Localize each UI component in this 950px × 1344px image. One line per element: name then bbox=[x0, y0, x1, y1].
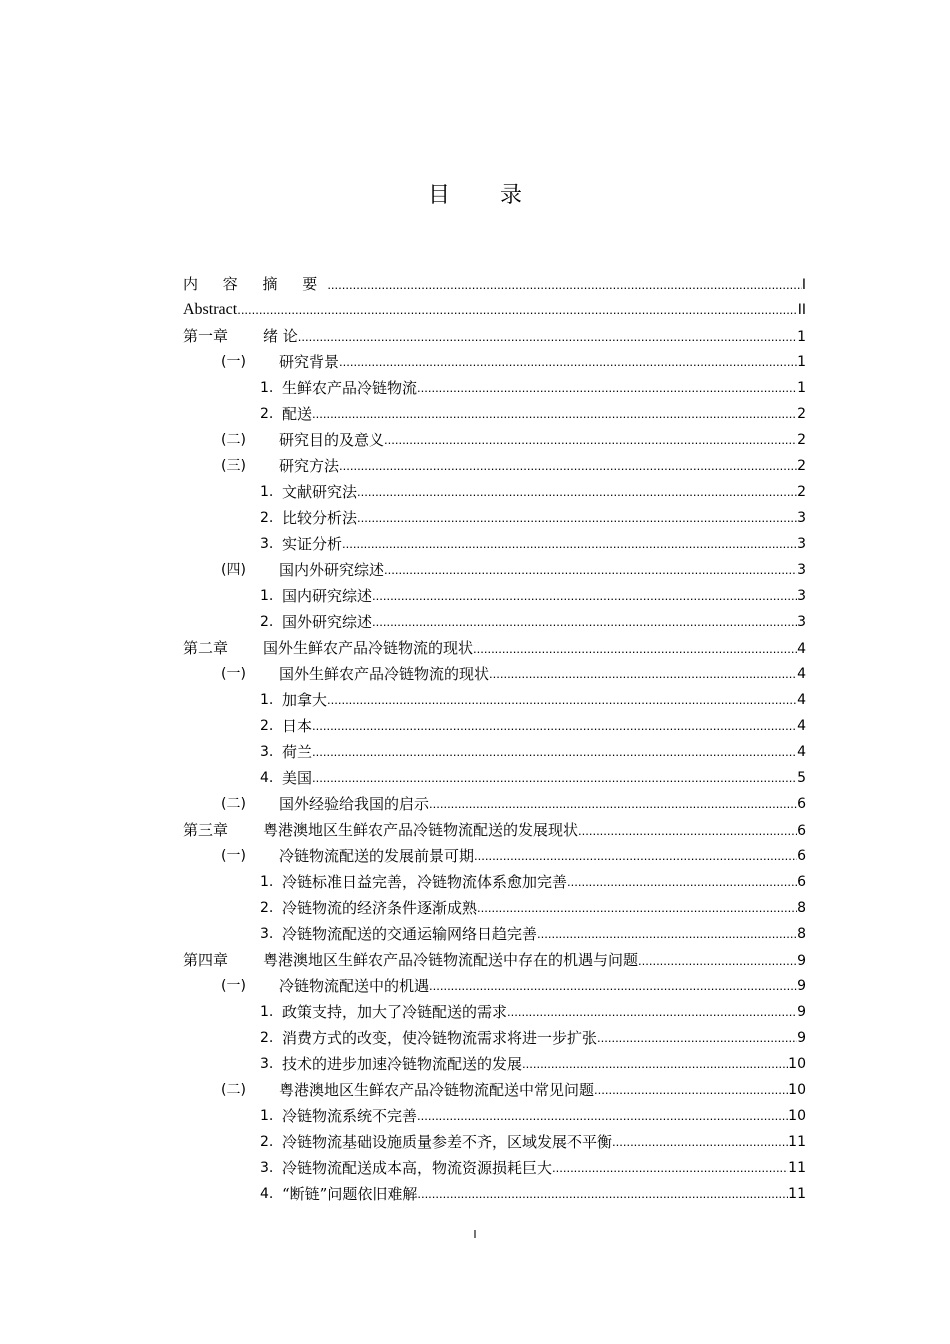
toc-entry-heading bbox=[183, 973, 429, 999]
toc-entry[interactable] bbox=[183, 479, 806, 505]
toc-entry[interactable] bbox=[183, 687, 806, 713]
toc-entry[interactable] bbox=[183, 1181, 806, 1207]
toc-entry-prefix: 1. bbox=[260, 588, 274, 604]
toc-entry-prefix: 3. bbox=[260, 536, 274, 552]
toc-entry-page-number: 11 bbox=[788, 1160, 806, 1176]
toc-entry-page-number: II bbox=[797, 302, 806, 318]
dot-leader bbox=[578, 818, 797, 844]
toc-entry-text: 加拿大 bbox=[282, 691, 328, 709]
dot-leader bbox=[298, 324, 797, 350]
toc-entry-page-number: 5 bbox=[797, 770, 806, 786]
toc-entry-page-number: 1 bbox=[797, 329, 806, 345]
dot-leader bbox=[597, 1025, 797, 1051]
toc-entry-page-number: I bbox=[801, 277, 806, 293]
dot-leader bbox=[417, 1181, 788, 1207]
toc-entry-page-number: 2 bbox=[797, 432, 806, 448]
toc-entry-prefix: 2. bbox=[260, 406, 274, 422]
toc-entry[interactable] bbox=[183, 583, 806, 609]
toc-entry-text: 国外经验给我国的启示 bbox=[279, 795, 430, 813]
toc-entry-text: 文献研究法 bbox=[282, 483, 358, 501]
toc-entry-page-number: 8 bbox=[797, 900, 806, 916]
toc-entry-heading bbox=[183, 635, 473, 661]
toc-entry-heading bbox=[183, 1025, 597, 1051]
dot-leader bbox=[417, 375, 797, 401]
toc-entry-page-number: 6 bbox=[797, 823, 806, 839]
toc-entry[interactable] bbox=[183, 297, 806, 323]
dot-leader bbox=[357, 505, 797, 531]
toc-entry-prefix: 1. bbox=[260, 1108, 274, 1124]
toc-entry-prefix: 3. bbox=[260, 926, 274, 942]
dot-leader bbox=[417, 1103, 788, 1129]
toc-entry-page-number: 1 bbox=[797, 380, 806, 396]
toc-entry[interactable] bbox=[183, 895, 806, 921]
toc-entry-heading bbox=[183, 505, 357, 531]
toc-entry-text: 生鲜农产品冷链物流 bbox=[282, 379, 418, 397]
toc-entry[interactable] bbox=[183, 609, 806, 635]
dot-leader bbox=[489, 661, 797, 687]
toc-entry-page-number: 10 bbox=[788, 1056, 806, 1072]
toc-entry-prefix: 3. bbox=[260, 744, 274, 760]
toc-entry-prefix: 第二章 bbox=[183, 639, 229, 657]
toc-entry-heading bbox=[183, 999, 507, 1025]
toc-title-right: 录 bbox=[500, 183, 523, 208]
toc-entry-text: 粤港澳地区生鲜农产品冷链物流配送中存在的机遇与问题 bbox=[263, 951, 639, 969]
dot-leader bbox=[429, 791, 797, 817]
toc-entry[interactable] bbox=[183, 427, 806, 453]
dot-leader bbox=[327, 687, 797, 713]
toc-entry-page-number: 9 bbox=[797, 1030, 806, 1046]
toc-entry-text: 粤港澳地区生鲜农产品冷链物流配送的发展现状 bbox=[263, 821, 579, 839]
toc-entry-page-number: 8 bbox=[797, 926, 806, 942]
toc-entry-prefix: 1. bbox=[260, 692, 274, 708]
toc-entry-text: 国外生鲜农产品冷链物流的现状 bbox=[279, 665, 490, 683]
toc-entry[interactable] bbox=[183, 921, 806, 947]
toc-entry-page-number: 11 bbox=[788, 1134, 806, 1150]
toc-entry-text: 国外研究综述 bbox=[282, 613, 373, 631]
toc-entry-heading bbox=[183, 713, 312, 739]
toc-entry-page-number: 4 bbox=[797, 718, 806, 734]
toc-entry-prefix: 1. bbox=[260, 484, 274, 500]
toc-entry-text: 粤港澳地区生鲜农产品冷链物流配送中常见问题 bbox=[279, 1081, 595, 1099]
toc-entry[interactable] bbox=[183, 947, 806, 973]
toc-entry-page-number: 9 bbox=[797, 978, 806, 994]
toc-entry[interactable] bbox=[183, 505, 806, 531]
table-of-contents bbox=[183, 271, 806, 1207]
toc-entry-heading bbox=[183, 557, 384, 583]
dot-leader bbox=[384, 557, 797, 583]
dot-leader bbox=[474, 843, 797, 869]
toc-entry[interactable] bbox=[183, 765, 806, 791]
toc-entry-text: 消费方式的改变，使冷链物流需求将进一步扩张 bbox=[282, 1029, 598, 1047]
toc-entry[interactable] bbox=[183, 453, 806, 479]
toc-entry-text: 实证分析 bbox=[282, 535, 343, 553]
toc-entry[interactable] bbox=[183, 999, 806, 1025]
toc-entry-heading bbox=[183, 921, 537, 947]
toc-entry-page-number: 1 bbox=[797, 354, 806, 370]
toc-entry[interactable] bbox=[183, 817, 806, 843]
toc-entry-text: Abstract bbox=[183, 301, 238, 318]
toc-entry-heading bbox=[183, 323, 298, 349]
toc-entry[interactable] bbox=[183, 349, 806, 375]
toc-entry[interactable] bbox=[183, 661, 806, 687]
dot-leader bbox=[312, 739, 797, 765]
toc-entry-page-number: 2 bbox=[797, 458, 806, 474]
toc-entry-prefix: 1. bbox=[260, 1004, 274, 1020]
toc-entry-prefix: 4. bbox=[260, 1186, 274, 1202]
toc-entry-page-number: 6 bbox=[797, 796, 806, 812]
toc-entry[interactable] bbox=[183, 375, 806, 401]
toc-entry-heading bbox=[183, 583, 372, 609]
toc-entry-prefix: 2. bbox=[260, 718, 274, 734]
toc-entry[interactable] bbox=[183, 1129, 806, 1155]
toc-entry-prefix: 第三章 bbox=[183, 821, 229, 839]
toc-entry[interactable] bbox=[183, 1025, 806, 1051]
toc-entry-page-number: 10 bbox=[788, 1082, 806, 1098]
toc-entry-prefix: 2. bbox=[260, 1134, 274, 1150]
toc-entry-page-number: 2 bbox=[797, 406, 806, 422]
toc-entry-heading bbox=[183, 765, 312, 791]
dot-leader bbox=[312, 765, 797, 791]
toc-entry[interactable] bbox=[183, 869, 806, 895]
toc-entry-heading bbox=[183, 609, 372, 635]
dot-leader bbox=[312, 713, 797, 739]
toc-entry-heading bbox=[183, 739, 312, 765]
dot-leader bbox=[537, 921, 797, 947]
toc-entry-heading bbox=[183, 869, 567, 895]
toc-entry-prefix: (三) bbox=[221, 458, 246, 474]
toc-entry-heading bbox=[183, 349, 339, 375]
toc-entry-heading bbox=[183, 531, 342, 557]
toc-entry-text: 冷链物流的经济条件逐渐成熟 bbox=[282, 899, 478, 917]
toc-entry[interactable] bbox=[183, 531, 806, 557]
toc-entry[interactable] bbox=[183, 973, 806, 999]
toc-entry-prefix: (四) bbox=[221, 562, 246, 578]
toc-entry-text: 国内研究综述 bbox=[282, 587, 373, 605]
toc-entry-text: 技术的进步加速冷链物流配送的发展 bbox=[282, 1055, 523, 1073]
toc-entry-text: 国外生鲜农产品冷链物流的现状 bbox=[263, 639, 474, 657]
toc-entry-heading bbox=[183, 687, 327, 713]
toc-entry-heading bbox=[183, 271, 327, 297]
toc-entry-prefix: 第一章 bbox=[183, 327, 229, 345]
toc-entry-page-number: 6 bbox=[797, 848, 806, 864]
toc-entry-prefix: (二) bbox=[221, 796, 246, 812]
toc-entry[interactable] bbox=[183, 1155, 806, 1181]
toc-entry-prefix: 2. bbox=[260, 900, 274, 916]
toc-entry-text: 研究背景 bbox=[279, 353, 340, 371]
page-number: I bbox=[473, 1228, 477, 1241]
toc-entry-prefix: 1. bbox=[260, 380, 274, 396]
toc-entry-prefix: (二) bbox=[221, 432, 246, 448]
toc-entry-page-number: 10 bbox=[788, 1108, 806, 1124]
toc-entry-prefix: 2. bbox=[260, 614, 274, 630]
toc-entry-prefix: (一) bbox=[221, 848, 246, 864]
toc-entry-heading bbox=[183, 661, 489, 687]
toc-entry-heading bbox=[183, 895, 477, 921]
toc-entry-heading bbox=[183, 401, 312, 427]
toc-entry[interactable] bbox=[183, 739, 806, 765]
toc-entry-prefix: 第四章 bbox=[183, 951, 229, 969]
toc-entry-heading bbox=[183, 375, 417, 401]
toc-entry-prefix: 2. bbox=[260, 510, 274, 526]
toc-entry-page-number: 3 bbox=[797, 588, 806, 604]
toc-entry-page-number: 4 bbox=[797, 641, 806, 657]
toc-entry[interactable] bbox=[183, 271, 806, 297]
toc-entry-prefix: (一) bbox=[221, 666, 246, 682]
toc-entry-text: 美国 bbox=[282, 769, 313, 787]
dot-leader bbox=[612, 1129, 788, 1155]
toc-entry-heading bbox=[183, 817, 578, 843]
toc-entry-text: 荷兰 bbox=[282, 743, 313, 761]
toc-entry-page-number: 11 bbox=[788, 1186, 806, 1202]
toc-entry-prefix: 4. bbox=[260, 770, 274, 786]
toc-entry[interactable] bbox=[183, 791, 806, 817]
toc-entry-prefix: 3. bbox=[260, 1056, 274, 1072]
toc-entry-text: 冷链物流基础设施质量参差不齐，区域发展不平衡 bbox=[282, 1133, 613, 1151]
toc-entry-heading bbox=[183, 1181, 417, 1207]
toc-entry-page-number: 3 bbox=[797, 562, 806, 578]
dot-leader bbox=[339, 349, 797, 375]
toc-entry[interactable] bbox=[183, 1051, 806, 1077]
toc-entry-prefix: 3. bbox=[260, 1160, 274, 1176]
toc-entry[interactable] bbox=[183, 401, 806, 427]
toc-entry-text: 配送 bbox=[282, 405, 313, 423]
toc-entry-text: 日本 bbox=[282, 717, 313, 735]
toc-entry-text: 冷链物流配送中的机遇 bbox=[279, 977, 430, 995]
toc-entry-text: 冷链物流配送的交通运输网络日趋完善 bbox=[282, 925, 538, 943]
toc-entry[interactable] bbox=[183, 713, 806, 739]
toc-entry-page-number: 2 bbox=[797, 484, 806, 500]
dot-leader bbox=[384, 427, 797, 453]
toc-entry-heading bbox=[183, 791, 429, 817]
toc-entry-heading bbox=[183, 1103, 417, 1129]
dot-leader bbox=[429, 973, 797, 999]
dot-leader bbox=[372, 583, 797, 609]
dot-leader bbox=[357, 479, 797, 505]
toc-entry-page-number: 4 bbox=[797, 692, 806, 708]
dot-leader bbox=[372, 609, 797, 635]
dot-leader bbox=[473, 636, 797, 662]
toc-entry-heading bbox=[183, 297, 237, 323]
dot-leader bbox=[327, 272, 802, 298]
dot-leader bbox=[339, 453, 797, 479]
dot-leader bbox=[507, 999, 797, 1025]
toc-entry-text: 国内外研究综述 bbox=[279, 561, 385, 579]
toc-entry-heading bbox=[183, 1077, 594, 1103]
toc-title-left: 目 bbox=[427, 183, 450, 208]
toc-entry-text: 绪 论 bbox=[263, 327, 298, 345]
toc-entry-heading bbox=[183, 843, 474, 869]
dot-leader bbox=[522, 1051, 788, 1077]
toc-title bbox=[0, 178, 950, 209]
toc-entry-text: 内 容 摘 要 bbox=[183, 275, 328, 293]
toc-entry-page-number: 6 bbox=[797, 874, 806, 890]
toc-entry-text: 比较分析法 bbox=[282, 509, 358, 527]
toc-entry-prefix: (一) bbox=[221, 354, 246, 370]
toc-entry[interactable] bbox=[183, 557, 806, 583]
toc-entry[interactable] bbox=[183, 1103, 806, 1129]
dot-leader bbox=[594, 1077, 788, 1103]
toc-entry-heading bbox=[183, 453, 339, 479]
toc-entry-heading bbox=[183, 479, 357, 505]
toc-entry-text: 研究方法 bbox=[279, 457, 340, 475]
toc-entry-page-number: 4 bbox=[797, 744, 806, 760]
toc-entry-heading bbox=[183, 1129, 612, 1155]
toc-entry-page-number: 3 bbox=[797, 536, 806, 552]
toc-entry-text: 冷链标准日益完善，冷链物流体系愈加完善 bbox=[282, 873, 568, 891]
toc-entry-prefix: (一) bbox=[221, 978, 246, 994]
toc-entry-prefix: 1. bbox=[260, 874, 274, 890]
toc-entry-text: 研究目的及意义 bbox=[279, 431, 385, 449]
dot-leader bbox=[477, 895, 797, 921]
toc-entry[interactable] bbox=[183, 635, 806, 661]
toc-entry-text: “断链”问题依旧难解 bbox=[282, 1185, 418, 1203]
toc-entry[interactable] bbox=[183, 843, 806, 869]
toc-entry-text: 冷链物流系统不完善 bbox=[282, 1107, 418, 1125]
toc-entry-page-number: 3 bbox=[797, 510, 806, 526]
toc-entry-text: 政策支持，加大了冷链配送的需求 bbox=[282, 1003, 508, 1021]
toc-entry-prefix: (二) bbox=[221, 1082, 246, 1098]
toc-entry-text: 冷链物流配送成本高，物流资源损耗巨大 bbox=[282, 1159, 553, 1177]
toc-entry[interactable] bbox=[183, 323, 806, 349]
toc-entry-heading bbox=[183, 1155, 552, 1181]
toc-entry-page-number: 3 bbox=[797, 614, 806, 630]
toc-entry-heading bbox=[183, 1051, 522, 1077]
dot-leader bbox=[342, 531, 797, 557]
toc-entry[interactable] bbox=[183, 1077, 806, 1103]
toc-entry-heading bbox=[183, 427, 384, 453]
toc-entry-heading bbox=[183, 947, 638, 973]
dot-leader bbox=[552, 1155, 788, 1181]
dot-leader bbox=[567, 869, 797, 895]
toc-entry-page-number: 9 bbox=[797, 1004, 806, 1020]
toc-entry-page-number: 9 bbox=[797, 953, 806, 969]
dot-leader bbox=[638, 948, 797, 974]
toc-entry-page-number: 4 bbox=[797, 666, 806, 682]
dot-leader bbox=[237, 297, 798, 323]
dot-leader bbox=[312, 401, 797, 427]
toc-entry-prefix: 2. bbox=[260, 1030, 274, 1046]
toc-entry-text: 冷链物流配送的发展前景可期 bbox=[279, 847, 475, 865]
